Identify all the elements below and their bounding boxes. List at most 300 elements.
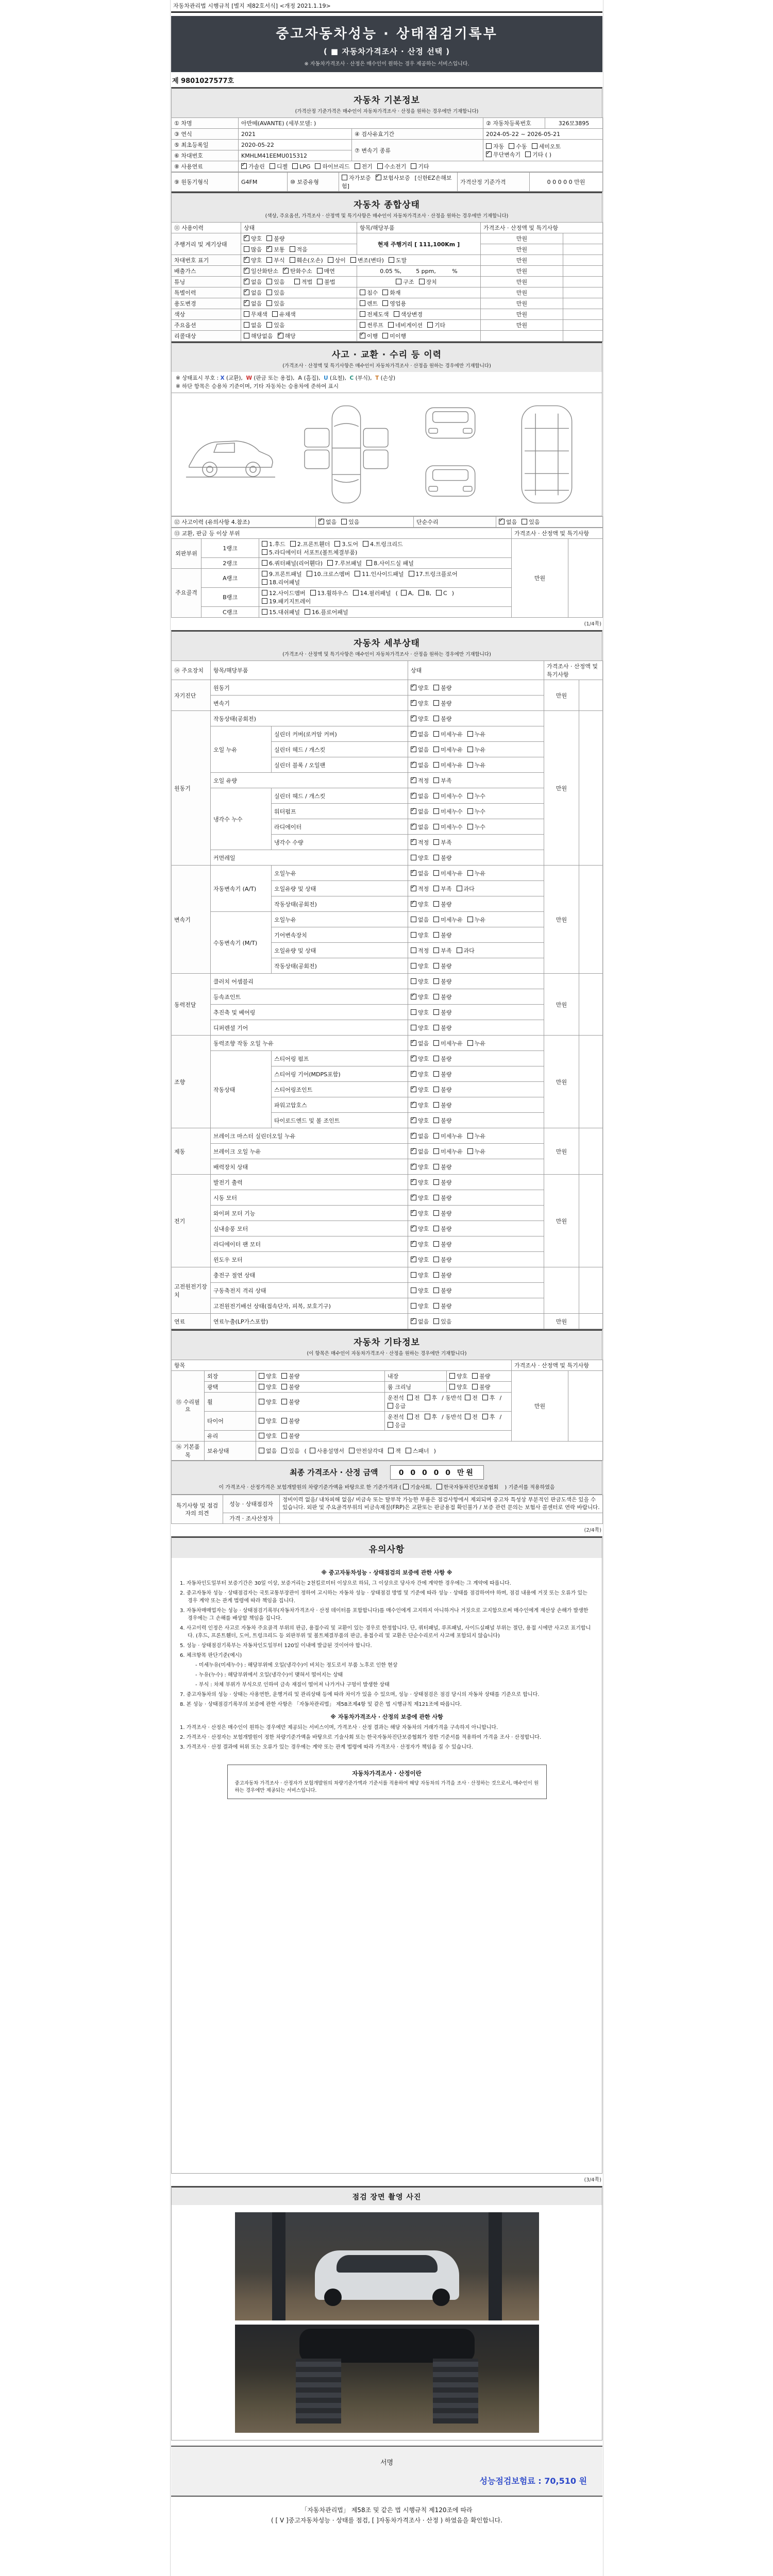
checkbox-option[interactable]: C <box>436 590 447 597</box>
checkbox-icon[interactable] <box>411 1179 416 1185</box>
checkbox-option[interactable]: 있음 <box>266 321 284 329</box>
checkbox-icon[interactable] <box>290 257 295 263</box>
checkbox-icon[interactable] <box>377 163 383 169</box>
checkbox-option[interactable]: ✓ 양호 <box>411 1240 429 1248</box>
checkbox-option[interactable]: 18.리어패널 <box>262 578 300 586</box>
checkbox-icon[interactable] <box>310 590 316 596</box>
checkbox-icon[interactable] <box>411 731 416 737</box>
checkbox-icon[interactable] <box>411 886 416 891</box>
checkbox-option[interactable]: 불량 <box>433 1271 451 1279</box>
checkbox-icon[interactable] <box>433 1148 439 1154</box>
checkbox-option[interactable]: ✓ 양호 <box>411 684 429 692</box>
checkbox-option[interactable]: 16.플로어패널 <box>305 608 348 616</box>
checkbox-option[interactable]: ✓ 가솔린 <box>241 162 265 171</box>
checkbox-icon[interactable] <box>433 839 439 845</box>
checkbox-option[interactable]: 불량 <box>433 1178 451 1187</box>
checkbox-option[interactable]: 불량 <box>433 1256 451 1264</box>
checkbox-option[interactable]: 있음 <box>433 1317 451 1326</box>
checkbox-icon[interactable] <box>350 257 356 263</box>
checkbox-option[interactable]: ✓ 적정 <box>411 885 429 893</box>
checkbox-icon[interactable] <box>465 1395 470 1400</box>
checkbox-option[interactable]: 불량 <box>472 1372 490 1380</box>
checkbox-option[interactable]: 상이 <box>328 256 346 264</box>
checkbox-icon[interactable] <box>262 541 267 547</box>
checkbox-option[interactable]: 미세누유 <box>433 916 463 924</box>
checkbox-option[interactable]: 구조 <box>396 278 414 286</box>
checkbox-option[interactable]: 전체도색 <box>360 310 389 318</box>
checkbox-icon[interactable] <box>310 1448 315 1453</box>
checkbox-icon[interactable] <box>433 1056 439 1061</box>
checkbox-icon[interactable] <box>532 143 537 149</box>
checkbox-icon[interactable] <box>433 1133 439 1139</box>
checkbox-option[interactable]: 1.후드 <box>262 540 285 548</box>
checkbox-icon[interactable] <box>281 1418 287 1423</box>
checkbox-option[interactable]: 누수 <box>467 807 485 816</box>
checkbox-option[interactable]: 불량 <box>433 977 451 986</box>
checkbox-option[interactable]: 부족 <box>433 776 451 785</box>
checkbox-option[interactable]: 기타 <box>427 321 445 329</box>
checkbox-icon[interactable] <box>244 246 249 252</box>
checkbox-icon[interactable] <box>411 1272 416 1278</box>
checkbox-icon[interactable] <box>467 1148 473 1154</box>
checkbox-option[interactable]: 17.트렁크플로어 <box>409 570 458 578</box>
checkbox-icon[interactable] <box>244 322 249 328</box>
checkbox-option[interactable]: 부족 <box>433 885 451 893</box>
checkbox-icon[interactable] <box>433 716 439 721</box>
checkbox-icon[interactable] <box>509 143 514 149</box>
checkbox-option[interactable]: 누유 <box>467 745 485 754</box>
checkbox-icon[interactable] <box>525 151 531 157</box>
checkbox-icon[interactable] <box>241 163 247 169</box>
checkbox-icon[interactable] <box>411 917 416 922</box>
checkbox-icon[interactable] <box>259 1418 264 1423</box>
checkbox-option[interactable]: ✓ 없음 <box>244 289 262 297</box>
checkbox-icon[interactable] <box>244 290 249 295</box>
checkbox-option[interactable]: 양호 <box>411 1008 429 1016</box>
checkbox-option[interactable]: 썬루프 <box>360 321 383 329</box>
checkbox-icon[interactable] <box>433 901 439 907</box>
checkbox-option[interactable]: ✓ 양호 <box>411 1178 429 1187</box>
checkbox-icon[interactable] <box>457 886 462 891</box>
checkbox-icon[interactable] <box>433 777 439 783</box>
checkbox-option[interactable]: 2.프론트휀더 <box>290 540 330 548</box>
checkbox-option[interactable]: 후 <box>482 1394 495 1402</box>
checkbox-icon[interactable] <box>411 839 416 845</box>
checkbox-option[interactable]: ✓ 없음 <box>244 278 262 286</box>
checkbox-option[interactable]: 미세누유 <box>433 1147 463 1156</box>
checkbox-icon[interactable] <box>262 560 267 566</box>
checkbox-icon[interactable] <box>244 279 249 284</box>
checkbox-icon[interactable] <box>411 1102 416 1108</box>
checkbox-icon[interactable] <box>318 519 324 524</box>
checkbox-icon[interactable] <box>406 1448 411 1453</box>
checkbox-icon[interactable] <box>394 311 399 317</box>
checkbox-option[interactable]: 불량 <box>433 1070 451 1078</box>
checkbox-option[interactable]: 없음 <box>259 1447 277 1455</box>
checkbox-option[interactable]: ✓ 일산화탄소 <box>244 267 278 275</box>
checkbox-icon[interactable] <box>244 268 249 274</box>
checkbox-icon[interactable] <box>433 1241 439 1247</box>
checkbox-option[interactable]: 누유 <box>467 1147 485 1156</box>
checkbox-icon[interactable] <box>294 279 300 284</box>
checkbox-option[interactable]: 있음 <box>522 518 540 526</box>
checkbox-icon[interactable] <box>244 235 249 241</box>
checkbox-icon[interactable] <box>262 598 267 604</box>
checkbox-icon[interactable] <box>433 1257 439 1262</box>
checkbox-option[interactable]: 불량 <box>433 900 451 908</box>
checkbox-option[interactable]: 네비게이션 <box>388 321 423 329</box>
checkbox-icon[interactable] <box>411 747 416 752</box>
checkbox-option[interactable]: 매연 <box>317 267 335 275</box>
checkbox-option[interactable]: 없음 <box>244 321 262 329</box>
checkbox-option[interactable]: 불량 <box>433 684 451 692</box>
checkbox-icon[interactable] <box>467 1040 473 1046</box>
checkbox-icon[interactable] <box>411 762 416 768</box>
checkbox-option[interactable]: 수동 <box>509 142 527 150</box>
checkbox-icon[interactable] <box>433 731 439 737</box>
checkbox-option[interactable]: 디젤 <box>270 162 288 171</box>
checkbox-icon[interactable] <box>259 1373 264 1379</box>
checkbox-option[interactable]: 자가보증 <box>342 174 371 182</box>
checkbox-icon[interactable] <box>388 322 394 328</box>
checkbox-icon[interactable] <box>262 571 267 577</box>
checkbox-icon[interactable] <box>411 1195 416 1200</box>
checkbox-option[interactable]: 세미오토 <box>532 142 561 150</box>
checkbox-option[interactable]: ✓ 양호 <box>411 1194 429 1202</box>
checkbox-icon[interactable] <box>472 1384 478 1389</box>
checkbox-icon[interactable] <box>281 1384 287 1389</box>
checkbox-option[interactable]: 14.필러패널 <box>353 589 391 597</box>
checkbox-icon[interactable] <box>278 333 283 338</box>
checkbox-icon[interactable] <box>355 571 360 577</box>
checkbox-option[interactable]: LPG <box>292 163 310 170</box>
checkbox-option[interactable]: ✓ 양호 <box>411 1209 429 1217</box>
checkbox-icon[interactable] <box>411 700 416 706</box>
checkbox-icon[interactable] <box>411 978 416 984</box>
checkbox-option[interactable]: 불량 <box>433 1086 451 1094</box>
checkbox-icon[interactable] <box>433 1287 439 1293</box>
checkbox-icon[interactable] <box>409 571 414 577</box>
checkbox-icon[interactable] <box>411 1303 416 1309</box>
checkbox-option[interactable]: 5.라디에이터 서포트(볼트체결부품) <box>262 548 357 556</box>
checkbox-icon[interactable] <box>433 1102 439 1108</box>
checkbox-icon[interactable] <box>433 994 439 999</box>
checkbox-icon[interactable] <box>266 279 272 284</box>
checkbox-icon[interactable] <box>281 1373 287 1379</box>
checkbox-icon[interactable] <box>411 1318 416 1324</box>
checkbox-icon[interactable] <box>433 1272 439 1278</box>
checkbox-icon[interactable] <box>467 747 473 752</box>
checkbox-option[interactable]: 누수 <box>467 792 485 800</box>
checkbox-option[interactable]: ✓ 없음 <box>411 792 429 800</box>
checkbox-option[interactable]: ✓ 없음 <box>499 518 517 526</box>
checkbox-option[interactable]: 15.대쉬패널 <box>262 608 300 616</box>
checkbox-option[interactable]: ✓ 없음 <box>318 518 337 526</box>
checkbox-option[interactable]: 불량 <box>433 1240 451 1248</box>
checkbox-option[interactable]: ✓ 양호 <box>411 1055 429 1063</box>
checkbox-icon[interactable] <box>457 947 462 953</box>
checkbox-icon[interactable] <box>433 824 439 829</box>
checkbox-icon[interactable] <box>411 163 416 169</box>
checkbox-icon[interactable] <box>411 1210 416 1216</box>
checkbox-option[interactable]: ✓ 보통 <box>266 245 284 253</box>
checkbox-icon[interactable] <box>433 1210 439 1216</box>
checkbox-option[interactable]: 안전삼각대 <box>349 1447 383 1455</box>
checkbox-icon[interactable] <box>315 163 321 169</box>
checkbox-icon[interactable] <box>327 560 333 566</box>
checkbox-option[interactable]: 양호 <box>449 1372 467 1380</box>
checkbox-option[interactable]: 7.루브패널 <box>327 559 362 567</box>
checkbox-option[interactable]: ✓ 없음 <box>411 1132 429 1140</box>
checkbox-icon[interactable] <box>281 1433 287 1438</box>
checkbox-icon[interactable] <box>411 1117 416 1123</box>
checkbox-option[interactable]: 양호 <box>411 931 429 939</box>
checkbox-option[interactable]: ✓ 없음 <box>411 1147 429 1156</box>
checkbox-option[interactable]: 미세누유 <box>433 1039 463 1047</box>
checkbox-icon[interactable] <box>401 590 407 596</box>
checkbox-option[interactable]: 유채색 <box>272 310 296 318</box>
checkbox-option[interactable]: 사용설명서 <box>310 1447 344 1455</box>
checkbox-option[interactable]: 한국자동차진단보증협회 <box>436 1483 498 1490</box>
checkbox-icon[interactable] <box>360 322 365 328</box>
checkbox-option[interactable]: 불량 <box>433 699 451 707</box>
checkbox-icon[interactable] <box>411 963 416 969</box>
checkbox-icon[interactable] <box>266 322 272 328</box>
checkbox-icon[interactable] <box>467 731 473 737</box>
checkbox-option[interactable]: 색상변경 <box>394 310 423 318</box>
checkbox-option[interactable]: 불량 <box>433 1163 451 1171</box>
checkbox-icon[interactable] <box>433 1195 439 1200</box>
checkbox-icon[interactable] <box>467 808 473 814</box>
checkbox-option[interactable]: 불량 <box>433 1116 451 1125</box>
checkbox-icon[interactable] <box>467 762 473 768</box>
checkbox-icon[interactable] <box>259 1448 264 1453</box>
checkbox-option[interactable]: B, <box>418 590 431 597</box>
checkbox-icon[interactable] <box>467 917 473 922</box>
checkbox-option[interactable]: 불량 <box>433 1225 451 1233</box>
checkbox-option[interactable]: 8.사이드실 패널 <box>366 559 414 567</box>
checkbox-option[interactable]: ✓ 해당 <box>278 332 296 340</box>
checkbox-option[interactable]: 있음 <box>266 278 284 286</box>
checkbox-icon[interactable] <box>360 290 365 295</box>
checkbox-option[interactable]: 훼손(오손) <box>290 256 323 264</box>
checkbox-icon[interactable] <box>244 333 249 338</box>
checkbox-option[interactable]: 적정 <box>411 946 429 955</box>
checkbox-icon[interactable] <box>244 257 249 263</box>
checkbox-option[interactable]: ✓무단변속기 <box>486 150 520 159</box>
checkbox-option[interactable]: 누유 <box>467 1039 485 1047</box>
checkbox-option[interactable]: ✓ 양호 <box>411 1163 429 1171</box>
checkbox-icon[interactable] <box>411 824 416 829</box>
checkbox-option[interactable]: 하이브리드 <box>315 162 349 171</box>
checkbox-icon[interactable] <box>388 1403 393 1409</box>
checkbox-option[interactable]: 누수 <box>467 823 485 831</box>
checkbox-icon[interactable] <box>411 1133 416 1139</box>
checkbox-icon[interactable] <box>328 257 333 263</box>
checkbox-icon[interactable] <box>433 1303 439 1309</box>
checkbox-icon[interactable] <box>360 300 365 306</box>
checkbox-icon[interactable] <box>486 143 492 149</box>
checkbox-option[interactable]: 잭 <box>388 1447 401 1455</box>
checkbox-icon[interactable] <box>486 151 492 157</box>
checkbox-icon[interactable] <box>382 300 388 306</box>
checkbox-icon[interactable] <box>388 1422 393 1428</box>
checkbox-option[interactable]: 장치 <box>419 278 437 286</box>
checkbox-option[interactable]: 양호 <box>411 1024 429 1032</box>
checkbox-option[interactable]: 양호 <box>259 1417 277 1425</box>
checkbox-option[interactable]: 불량 <box>433 993 451 1001</box>
checkbox-option[interactable]: 3.도어 <box>334 540 358 548</box>
checkbox-option[interactable]: ✓ 양호 <box>411 993 429 1001</box>
checkbox-option[interactable]: ✓ 없음 <box>411 869 429 877</box>
checkbox-option[interactable]: 무채색 <box>244 310 267 318</box>
checkbox-icon[interactable] <box>244 300 249 306</box>
checkbox-icon[interactable] <box>433 1071 439 1077</box>
checkbox-icon[interactable] <box>433 762 439 768</box>
checkbox-icon[interactable] <box>411 1257 416 1262</box>
checkbox-icon[interactable] <box>433 978 439 984</box>
checkbox-option[interactable]: 미세누유 <box>433 745 463 754</box>
checkbox-icon[interactable] <box>433 1179 439 1185</box>
checkbox-icon[interactable] <box>266 257 272 263</box>
checkbox-icon[interactable] <box>244 311 249 317</box>
checkbox-icon[interactable] <box>349 1448 355 1453</box>
checkbox-icon[interactable] <box>433 747 439 752</box>
checkbox-icon[interactable] <box>411 1226 416 1231</box>
checkbox-option[interactable]: 미이행 <box>382 332 406 340</box>
checkbox-option[interactable]: 기술사회, <box>403 1483 432 1490</box>
checkbox-icon[interactable] <box>433 886 439 891</box>
checkbox-option[interactable]: ✓ 양호 <box>411 1101 429 1109</box>
checkbox-option[interactable]: 기타 <box>411 162 429 171</box>
checkbox-icon[interactable] <box>482 1414 488 1419</box>
checkbox-option[interactable]: 영업용 <box>382 299 406 308</box>
checkbox-icon[interactable] <box>433 700 439 706</box>
checkbox-option[interactable]: 있음 <box>266 299 284 308</box>
checkbox-icon[interactable] <box>342 175 347 180</box>
checkbox-icon[interactable] <box>467 793 473 799</box>
checkbox-icon[interactable] <box>262 590 267 596</box>
checkbox-option[interactable]: 양호 <box>411 854 429 862</box>
checkbox-icon[interactable] <box>467 1133 473 1139</box>
checkbox-icon[interactable] <box>389 257 394 263</box>
checkbox-option[interactable]: ✓ 없음 <box>411 745 429 754</box>
checkbox-icon[interactable] <box>411 1148 416 1154</box>
checkbox-icon[interactable] <box>407 1395 413 1400</box>
checkbox-option[interactable]: 변조(변타) <box>350 256 384 264</box>
checkbox-option[interactable]: 해당없음 <box>244 332 273 340</box>
checkbox-icon[interactable] <box>403 1484 409 1489</box>
checkbox-icon[interactable] <box>433 1164 439 1170</box>
checkbox-option[interactable]: 양호 <box>411 1302 429 1310</box>
checkbox-icon[interactable] <box>411 1040 416 1046</box>
checkbox-option[interactable]: 미세누유 <box>433 1132 463 1140</box>
checkbox-option[interactable]: 불량 <box>266 234 284 243</box>
checkbox-option[interactable]: 있음 <box>266 289 284 297</box>
checkbox-option[interactable]: 누유 <box>467 869 485 877</box>
checkbox-icon[interactable] <box>317 268 323 274</box>
checkbox-option[interactable]: 누유 <box>467 730 485 738</box>
checkbox-option[interactable]: 응급 <box>388 1402 406 1410</box>
checkbox-icon[interactable] <box>499 519 505 524</box>
checkbox-option[interactable]: 불량 <box>433 1055 451 1063</box>
checkbox-option[interactable]: ✓ 양호 <box>411 1070 429 1078</box>
checkbox-icon[interactable] <box>305 609 310 615</box>
checkbox-option[interactable]: 후 <box>425 1413 438 1421</box>
checkbox-option[interactable]: ✓ 보험사보증 <box>376 174 410 182</box>
checkbox-option[interactable]: 전 <box>407 1394 420 1402</box>
checkbox-option[interactable]: 기타 ( ) <box>525 150 551 159</box>
checkbox-option[interactable]: ✓ 없음 <box>244 299 262 308</box>
checkbox-icon[interactable] <box>411 1009 416 1015</box>
checkbox-icon[interactable] <box>363 541 368 547</box>
checkbox-icon[interactable] <box>259 1433 264 1438</box>
checkbox-icon[interactable] <box>272 311 278 317</box>
checkbox-option[interactable]: 미세누수 <box>433 823 463 831</box>
checkbox-icon[interactable] <box>382 333 388 338</box>
checkbox-icon[interactable] <box>411 777 416 783</box>
checkbox-option[interactable]: ✓ 없음 <box>411 807 429 816</box>
checkbox-option[interactable]: ✓ 탄화수소 <box>283 267 312 275</box>
checkbox-option[interactable]: 불량 <box>433 854 451 862</box>
checkbox-option[interactable]: 불량 <box>281 1383 299 1391</box>
checkbox-icon[interactable] <box>411 1025 416 1030</box>
checkbox-option[interactable]: 불법 <box>317 278 335 286</box>
checkbox-icon[interactable] <box>411 947 416 953</box>
checkbox-icon[interactable] <box>262 609 267 615</box>
checkbox-icon[interactable] <box>411 994 416 999</box>
checkbox-option[interactable]: ✓ 양호 <box>411 699 429 707</box>
checkbox-option[interactable]: 양호 <box>259 1432 277 1440</box>
checkbox-icon[interactable] <box>465 1414 470 1419</box>
checkbox-option[interactable]: ✓ 없음 <box>411 823 429 831</box>
checkbox-icon[interactable] <box>411 932 416 938</box>
checkbox-option[interactable]: 19.패키지트레이 <box>262 597 311 605</box>
checkbox-option[interactable]: 불량 <box>433 715 451 723</box>
checkbox-option[interactable]: 과다 <box>457 885 475 893</box>
checkbox-icon[interactable] <box>425 1395 430 1400</box>
checkbox-option[interactable]: 4.트렁크리드 <box>363 540 403 548</box>
checkbox-icon[interactable] <box>436 1484 442 1489</box>
checkbox-option[interactable]: 불량 <box>433 1286 451 1295</box>
checkbox-icon[interactable] <box>425 1414 430 1419</box>
checkbox-option[interactable]: 전기 <box>355 162 373 171</box>
checkbox-option[interactable]: 양호 <box>449 1383 467 1391</box>
checkbox-icon[interactable] <box>433 1087 439 1092</box>
checkbox-option[interactable]: 렌트 <box>360 299 378 308</box>
checkbox-option[interactable]: 적법 <box>294 278 312 286</box>
checkbox-icon[interactable] <box>411 685 416 690</box>
checkbox-icon[interactable] <box>259 1399 264 1404</box>
checkbox-option[interactable]: ✓양호 <box>244 234 262 243</box>
checkbox-icon[interactable] <box>411 870 416 876</box>
checkbox-icon[interactable] <box>270 163 275 169</box>
checkbox-icon[interactable] <box>317 279 323 284</box>
checkbox-icon[interactable] <box>281 1399 287 1404</box>
checkbox-icon[interactable] <box>281 1448 287 1453</box>
checkbox-icon[interactable] <box>292 163 298 169</box>
checkbox-icon[interactable] <box>290 541 296 547</box>
checkbox-option[interactable]: 후 <box>425 1394 438 1402</box>
checkbox-icon[interactable] <box>436 590 442 596</box>
checkbox-option[interactable]: ✓ 이행 <box>360 332 378 340</box>
checkbox-icon[interactable] <box>433 685 439 690</box>
checkbox-icon[interactable] <box>433 917 439 922</box>
checkbox-option[interactable]: 11.인사이드패널 <box>355 570 404 578</box>
checkbox-icon[interactable] <box>388 1448 394 1453</box>
checkbox-icon[interactable] <box>411 855 416 860</box>
checkbox-icon[interactable] <box>433 963 439 969</box>
